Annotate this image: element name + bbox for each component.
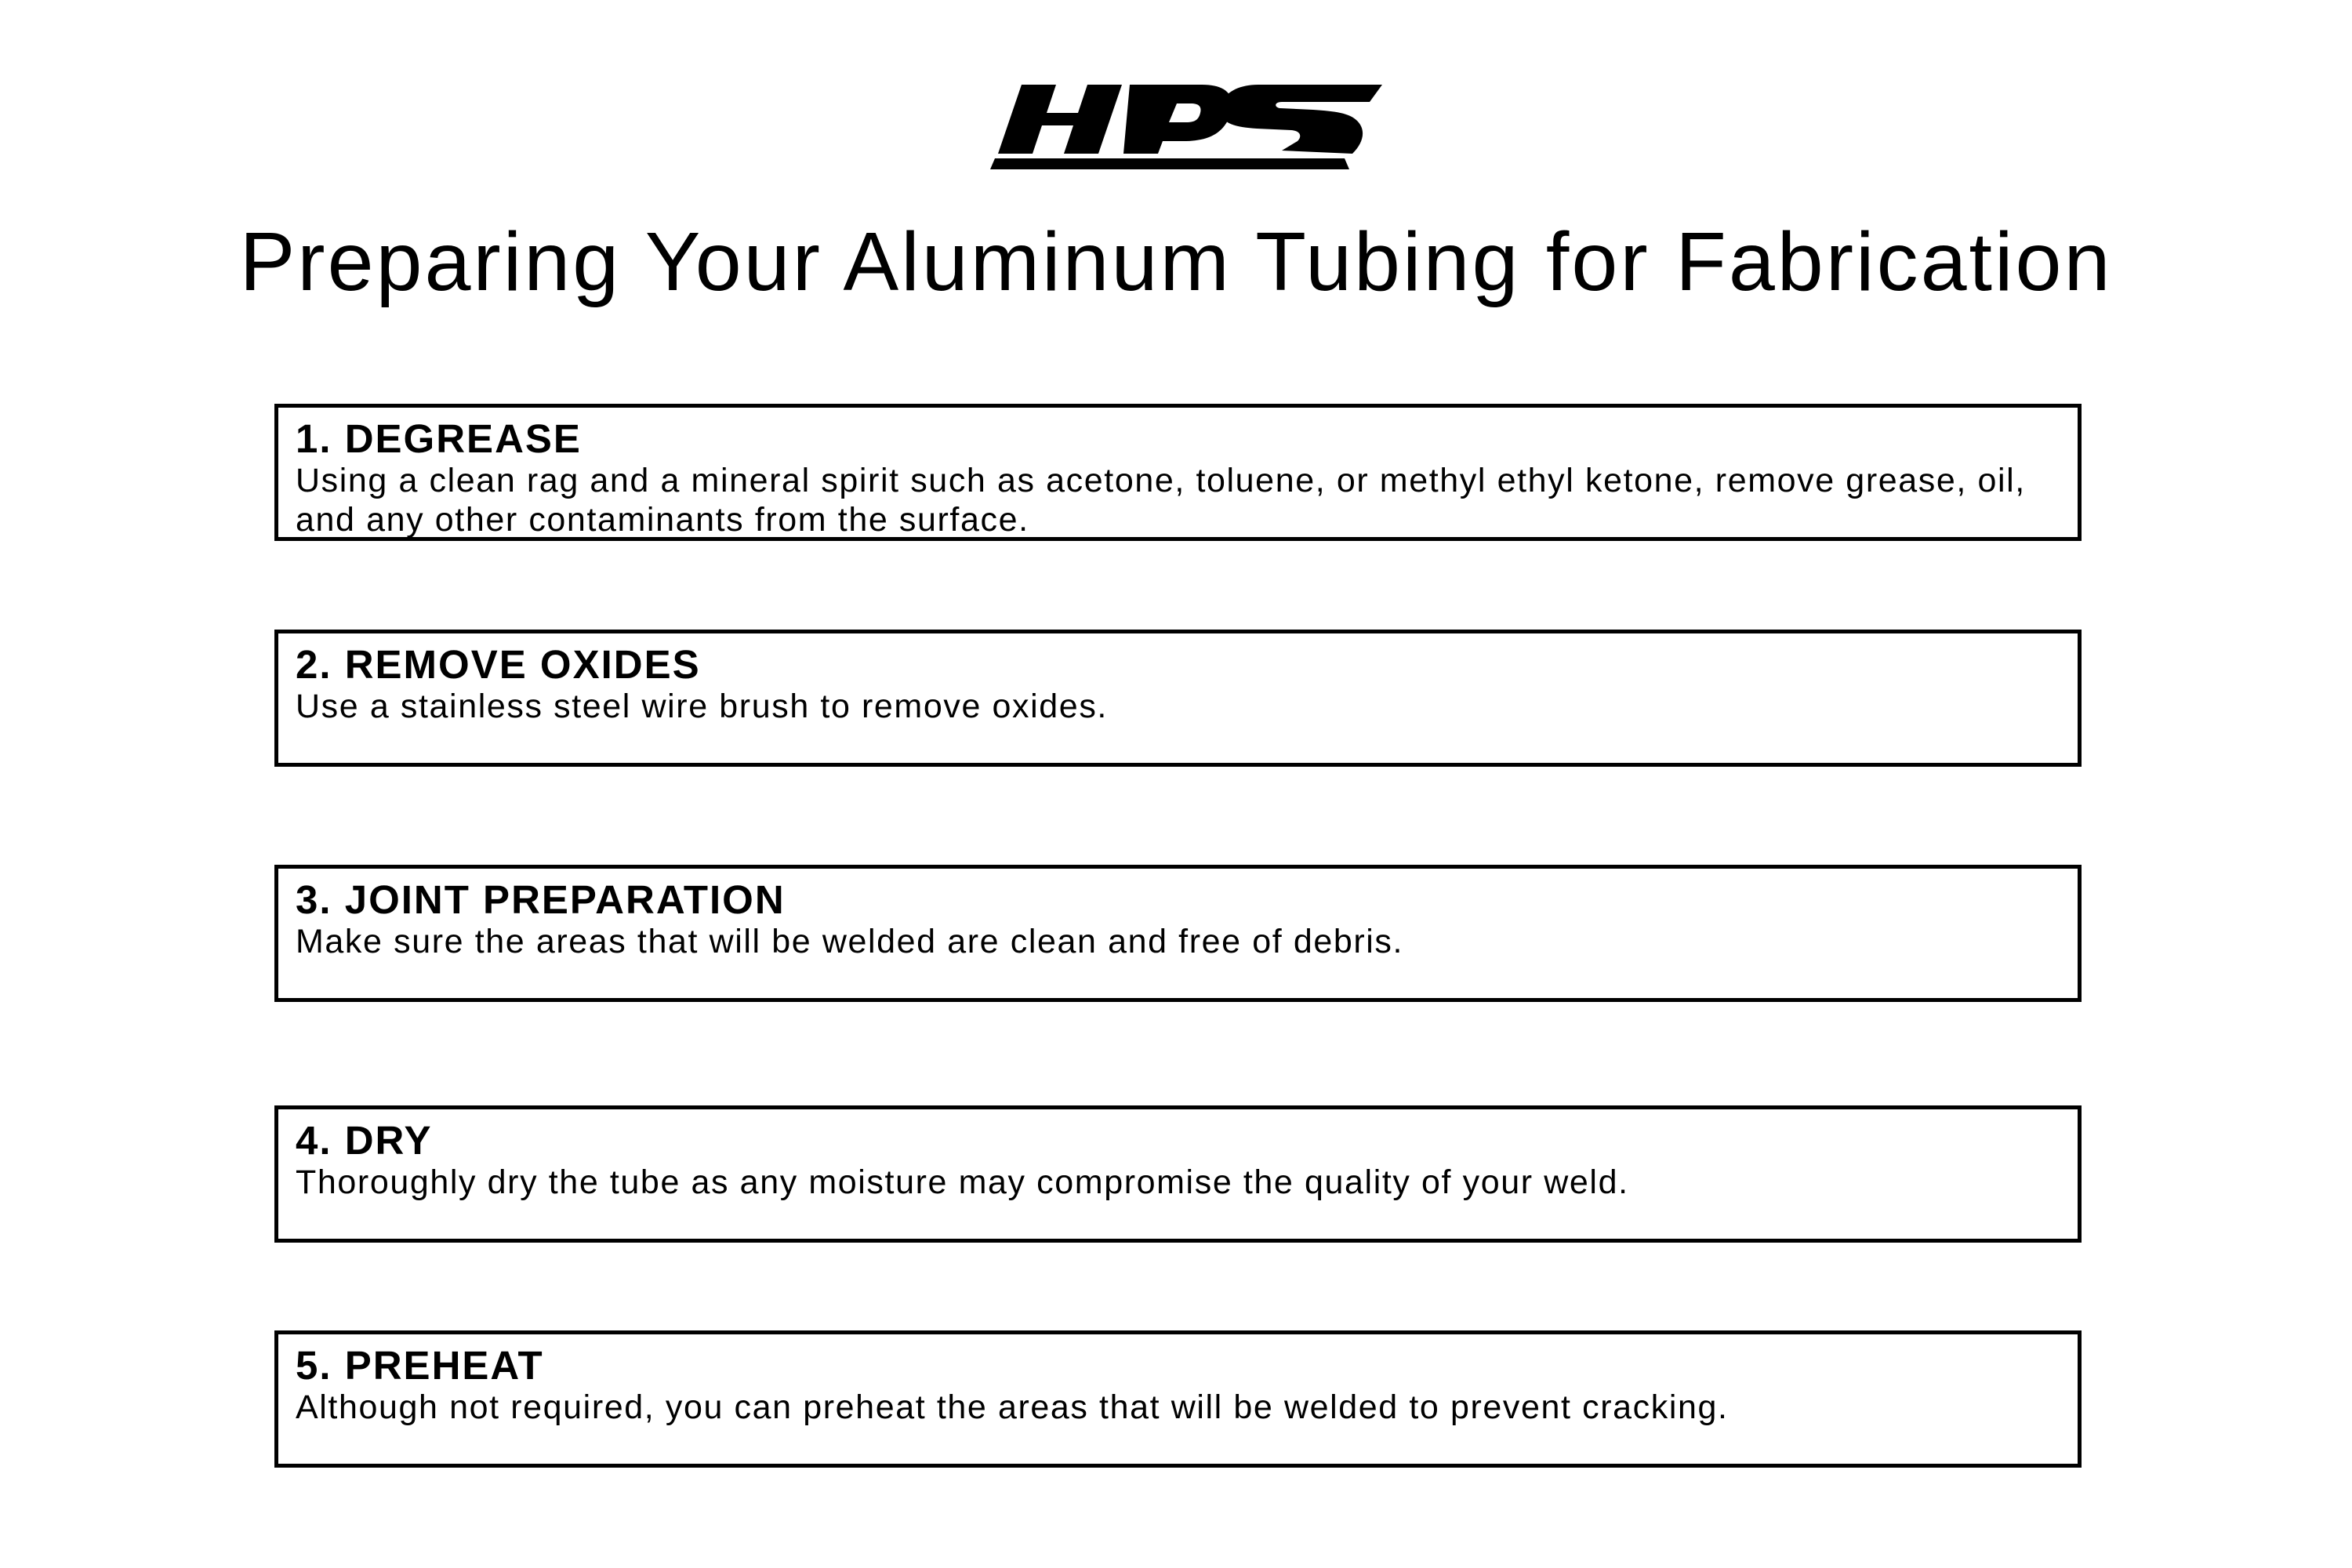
hps-logo [984,78,1384,174]
page-title: Preparing Your Aluminum Tubing for Fabrication [239,216,2113,308]
step-description: Make sure the areas that will be welded are clean and free of debris. [296,923,1404,960]
step-heading: 4. DRY [296,1118,433,1163]
step-heading: 5. PREHEAT [296,1343,544,1388]
step-description: Although not required, you can preheat the areas that will be welded to prevent cracking. [296,1388,1729,1426]
step-description: Use a stainless steel wire brush to remove oxides. [296,688,1108,725]
step-heading: 2. REMOVE OXIDES [296,642,701,687]
hps-logo-graphic [984,78,1384,174]
step-preheat [274,1330,2082,1468]
step-remove-oxides [274,630,2082,767]
step-heading: 1. DEGREASE [296,416,582,461]
step-description: Thoroughly dry the tube as any moisture may compromise the quality of your weld. [296,1163,1629,1201]
step-description: Using a clean rag and a mineral spirit such as acetone, toluene, or methyl ethyl ketone, remove grease, oil, and any other contaminants from the surface. [296,462,2026,539]
step-heading: 3. JOINT PREPARATION [296,877,786,922]
step-degrease [274,404,2082,541]
step-joint-preparation [274,865,2082,1002]
step-dry [274,1105,2082,1243]
